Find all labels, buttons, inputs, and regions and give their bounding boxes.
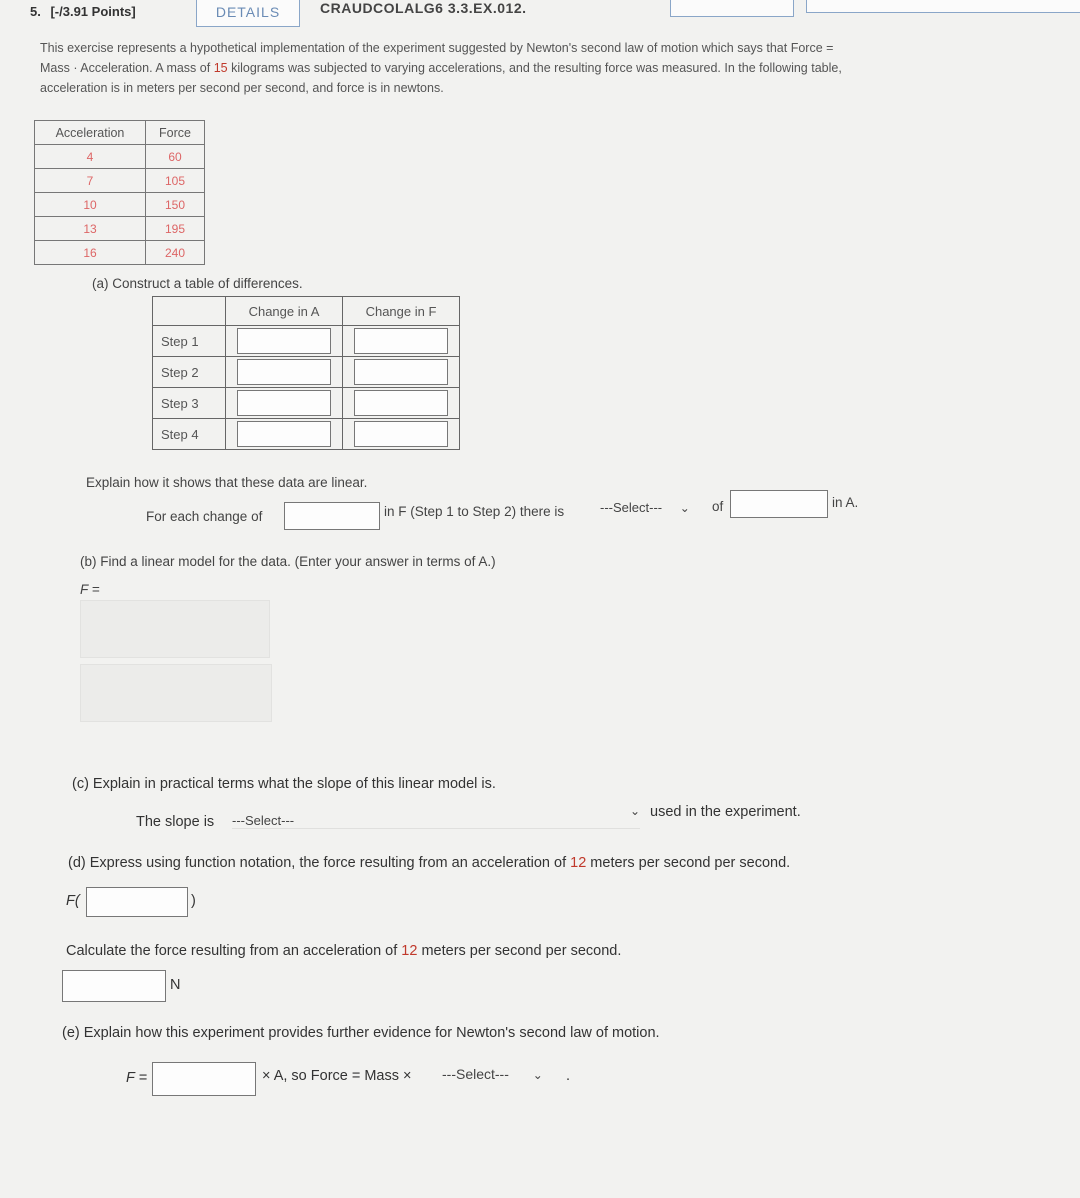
change-input[interactable] bbox=[284, 502, 380, 530]
step1-change-a-input[interactable] bbox=[237, 328, 331, 354]
table-row bbox=[153, 357, 460, 388]
period-label: . bbox=[566, 1068, 571, 1084]
of-label: of bbox=[712, 499, 724, 514]
coefficient-input[interactable] bbox=[152, 1062, 256, 1096]
exercise-code: CRAUDCOLALG6 3.3.EX.012. bbox=[320, 0, 527, 16]
chevron-down-icon: ⌄ bbox=[532, 1068, 543, 1082]
in-a-label: in A. bbox=[832, 495, 859, 510]
calculate-prompt: Calculate the force resulting from an acceleration of 12 meters per second per second. bbox=[66, 943, 622, 959]
table-row: 4 60 bbox=[35, 145, 205, 169]
table-row bbox=[153, 419, 460, 450]
part-d-prompt: (d) Express using function notation, the force resulting from an acceleration of 12 meters per second per second. bbox=[68, 855, 791, 871]
times-a-label: × A, so Force = Mass × bbox=[262, 1068, 412, 1084]
step-label: Step 3 bbox=[153, 388, 226, 419]
step1-change-f-input[interactable] bbox=[354, 328, 448, 354]
step-label: Step 1 bbox=[153, 326, 226, 357]
table-row: 7 105 bbox=[35, 169, 205, 193]
math-palette-area[interactable] bbox=[80, 664, 272, 722]
part-b-prompt: (b) Find a linear model for the data. (Enter your answer in terms of A.) bbox=[80, 554, 496, 569]
part-c-prompt: (c) Explain in practical terms what the slope of this linear model is. bbox=[72, 776, 496, 792]
step3-change-f-input[interactable] bbox=[354, 390, 448, 416]
step4-change-a-input[interactable] bbox=[237, 421, 331, 447]
question-number: 5. [-/3.91 Points] bbox=[30, 4, 136, 19]
chevron-down-icon: ⌄ bbox=[629, 804, 640, 818]
header-change-a: Change in A bbox=[226, 297, 343, 326]
force-input[interactable] bbox=[62, 970, 166, 1002]
step-label: Step 4 bbox=[153, 419, 226, 450]
points-label: [-/3.91 Points] bbox=[50, 4, 136, 19]
f-open-label: F( bbox=[66, 893, 80, 909]
part-a-prompt: (a) Construct a table of differences. bbox=[92, 276, 303, 291]
problem-statement: This exercise represents a hypothetical implementation of the experiment suggested by Newton's second law of motion which says that Force = Mass · Acceleration. A mass of 15 kilograms was subjected to varying accelerations, and the resulting force was measured. In the following table, acceleration is in meters per second per second, and force is in newtons. bbox=[40, 41, 842, 95]
f-equals-label: F = bbox=[80, 582, 100, 597]
slope-is-label: The slope is bbox=[136, 814, 215, 830]
step2-change-a-input[interactable] bbox=[237, 359, 331, 385]
explain-linear-prompt: Explain how it shows that these data are linear. bbox=[86, 475, 368, 490]
acceleration-value: 12 bbox=[401, 943, 418, 959]
header-change-f: Change in F bbox=[343, 297, 460, 326]
header-tab-button-2[interactable] bbox=[806, 0, 1080, 13]
unit-label: N bbox=[170, 977, 181, 993]
table-row: 16 240 bbox=[35, 241, 205, 265]
data-table bbox=[34, 120, 205, 265]
for-each-label: For each change of bbox=[146, 509, 263, 524]
mass-value: 15 bbox=[213, 61, 228, 75]
differences-table bbox=[152, 296, 460, 450]
table-row bbox=[153, 326, 460, 357]
linear-model-input[interactable] bbox=[80, 600, 270, 658]
details-button[interactable]: DETAILS bbox=[196, 0, 300, 27]
table-row bbox=[153, 388, 460, 419]
step4-change-f-input[interactable] bbox=[354, 421, 448, 447]
law-select[interactable]: ---Select--- ⌄ bbox=[442, 1066, 543, 1082]
chevron-down-icon: ⌄ bbox=[679, 501, 690, 515]
acceleration-value: 12 bbox=[570, 855, 587, 871]
used-label: used in the experiment. bbox=[650, 804, 801, 820]
function-notation-input[interactable] bbox=[86, 887, 188, 917]
in-f-label: in F (Step 1 to Step 2) there is bbox=[384, 504, 565, 519]
slope-select[interactable]: ---Select--- ⌄ bbox=[232, 804, 640, 828]
table-row: 13 195 bbox=[35, 217, 205, 241]
step2-change-f-input[interactable] bbox=[354, 359, 448, 385]
header-force: Force bbox=[146, 121, 205, 145]
f-equals-label: F = bbox=[126, 1070, 148, 1086]
table-row: 10 150 bbox=[35, 193, 205, 217]
step3-change-a-input[interactable] bbox=[237, 390, 331, 416]
header-acceleration: Acceleration bbox=[35, 121, 146, 145]
header-tab-button-1[interactable] bbox=[670, 0, 794, 17]
amount-input[interactable] bbox=[730, 490, 828, 518]
f-close-label: ) bbox=[191, 893, 196, 909]
part-e-prompt: (e) Explain how this experiment provides further evidence for Newton's second law of motion. bbox=[62, 1025, 660, 1041]
step-label: Step 2 bbox=[153, 357, 226, 388]
change-type-select[interactable]: ---Select--- ⌄ bbox=[600, 500, 690, 515]
